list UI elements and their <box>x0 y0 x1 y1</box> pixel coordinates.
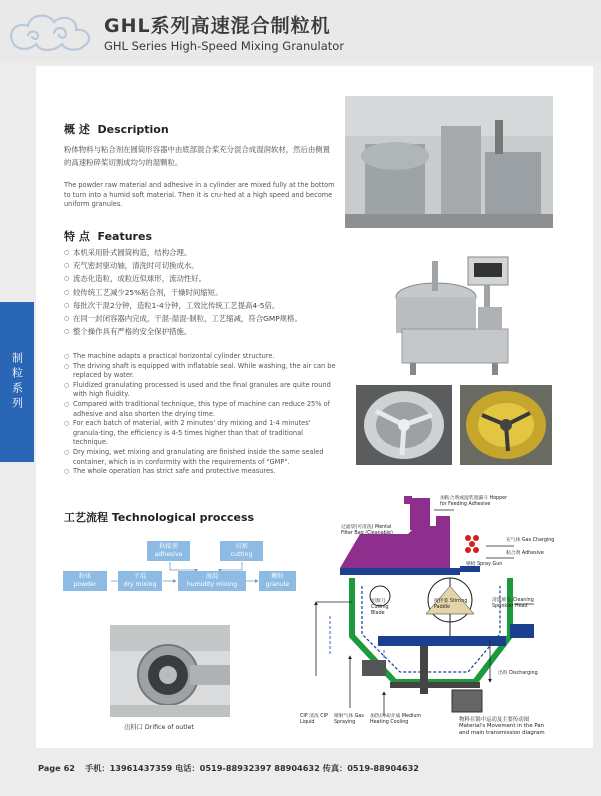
outlet-icon <box>110 625 230 717</box>
page-number: Page 62 <box>38 763 75 773</box>
description-heading <box>64 121 169 137</box>
flow-box-powder: 粉体 powder <box>63 571 107 591</box>
feature-item-en: ○ Dry mixing, wet mixing and granulating are finished inside the same sealed container, which is in conformity with the requirements of "GMP". <box>64 447 324 466</box>
machine-diagram <box>300 486 565 738</box>
feature-item-cn: ○ 本机采用卧式圆筒构造，结构合理。 <box>64 246 344 259</box>
flow-box-dry-mixing: 干混 dry mixing <box>118 571 162 591</box>
feature-item-en: ○ Compared with traditional technique, this type of machine can reduce 25% of adhesive and also shorten the drying time. <box>64 399 330 418</box>
bullet-icon: ○ <box>64 448 70 456</box>
page-subtitle: GHL Series High-Speed Mixing Granulator <box>104 39 345 53</box>
description-text-en: The powder raw material and adhesive in a cylinder are mixed fully at the bottom to turn into a humid soft material. Then it is cru-hed at a high speed and become uniform granules. <box>64 181 335 209</box>
cloud-logo-icon <box>6 6 96 56</box>
bullet-icon: ○ <box>64 275 70 283</box>
contact-info: 手机：13961437359 电话：0519-88932397 88904632 传真：0519-88904632 <box>85 763 420 773</box>
label-gas-spraying: 喷射气体 Gas Spraying <box>334 714 364 725</box>
feature-item-cn: ○ 每批次干混2分钟，造粒1-4分钟，工效比传统工艺提高4-5倍。 <box>64 299 344 312</box>
label-heating: 加热/冷却介质 Medium Heating Cooling <box>370 714 422 725</box>
pan-photo-right <box>460 385 552 465</box>
heading-en: Features <box>97 230 152 243</box>
pan-photo-left <box>356 385 452 465</box>
feature-item-en: ○ The driving shaft is equipped with inflatable seal. While washing, the air can be replaced by water. <box>64 361 336 380</box>
heading-cn: 工艺流程 <box>64 511 108 524</box>
label-stirring-paddle: 搅拌桨 Stirring Paddle <box>434 599 468 610</box>
bullet-icon: ○ <box>64 381 70 389</box>
machine-photo-main <box>392 243 514 377</box>
outlet-photo <box>110 625 230 717</box>
bullet-icon: ○ <box>64 315 70 323</box>
bullet-icon: ○ <box>64 288 70 296</box>
bullet-icon: ○ <box>64 328 70 336</box>
bullet-icon: ○ <box>64 262 70 270</box>
label-adhesive: 粘合剂 Adhesive <box>506 551 544 556</box>
bullet-icon: ○ <box>64 353 70 360</box>
label-hopper: 加粘合剂或湿装置漏斗 Hopper for Feeding Adhesive <box>440 496 508 507</box>
label-spray-gun: 喷枪 Spray Gun <box>466 562 503 567</box>
side-tab-label: 制粒系列 <box>10 352 24 412</box>
mixing-pan-icon <box>356 385 452 465</box>
feature-item-cn: ○ 流态化造粒，成粒近似球形，流动性好。 <box>64 272 344 285</box>
flow-box-adhesive: 粘接剂 adhesive <box>147 541 190 561</box>
heading-en: Technological proccess <box>111 511 255 524</box>
features-list-cn <box>64 246 344 338</box>
label-discharging: 出料 Discharging <box>498 671 538 676</box>
machine-photo-top-icon <box>345 96 553 228</box>
features-list-en <box>64 352 336 477</box>
heading-cn: 特 点 <box>64 230 90 243</box>
bullet-icon: ○ <box>64 468 70 476</box>
page-title: GHL系列高速混合制粒机 <box>104 15 331 37</box>
machine-photo-top <box>345 96 553 228</box>
heading-en: Description <box>97 123 169 136</box>
flow-box-humidity-mixing: 湿混 humidity mixing <box>178 571 246 591</box>
label-filter-bag: 过滤袋(可清洗) Mental Filter Bag (Cleanable) <box>341 525 393 536</box>
granulator-machine-icon <box>392 243 514 377</box>
description-text-cn: 粉体物料与粘合剂在圆筒形容器中由底部混合桨充分混合成湿润软材，然后由侧置的高速粉碎桨切割成均匀的湿颗粒。 <box>64 145 331 168</box>
feature-item-cn: ○ 较传统工艺减少25%粘合剂，干燥时间缩短。 <box>64 286 344 299</box>
bullet-icon: ○ <box>64 400 70 408</box>
diagram-caption: 物料在锅中运动及主要传动图 Material's Movement in the Pan and main transmission diagram <box>459 717 545 736</box>
heading-cn: 概 述 <box>64 123 90 136</box>
bullet-icon: ○ <box>64 420 70 428</box>
bullet-icon: ○ <box>64 301 70 309</box>
label-cutting-blade: 切割刀 Cutting Blade <box>371 599 389 616</box>
bullet-icon: ○ <box>64 362 70 370</box>
feature-item-en: ○ For each batch of material, with 2 minutes' dry mixing and 1-4 minutes' granula-ting, the efficiency is 4-5 times higher than that of traditional technique. <box>64 419 311 447</box>
flow-box-cutting: 切割 cutting <box>220 541 263 561</box>
bullet-icon: ○ <box>64 249 70 256</box>
feature-item-cn: ○ 整个操作具有严格的安全保护措施。 <box>64 325 344 338</box>
feature-item-cn: ○ 在同一封闭容器内完成，干混-湿混-制粒，工艺缩减，符合GMP规格。 <box>64 312 344 325</box>
category-side-tab <box>0 302 34 462</box>
flow-box-granule: 颗粒 granule <box>259 571 296 591</box>
feature-item-en: ○ Fluidized granulating processed is used and the final granules are quite round with high fluidity. <box>64 380 331 399</box>
granules-pan-icon <box>460 385 552 465</box>
outlet-caption: 出料口 Drifice of outlet <box>124 724 194 731</box>
page-header <box>0 0 601 62</box>
feature-item-en: ○ The whole operation has strict safe and protective measures. <box>64 467 276 476</box>
label-cip: CIP 清洗 CIP Liquid <box>300 714 328 725</box>
page-footer <box>0 752 601 796</box>
label-cleaning-head: 清洗喷头 Cleaning Sprinkler Head <box>492 598 534 609</box>
label-gas-charging: 充气体 Gas Charging <box>506 538 555 543</box>
features-heading <box>64 228 152 244</box>
process-heading <box>64 509 254 525</box>
feature-item-cn: ○ 充气密封驱动轴，清洗时可切换成水。 <box>64 259 344 272</box>
feature-item-en: ○ The machine adapts a practical horizontal cylinder structure. <box>64 352 275 360</box>
